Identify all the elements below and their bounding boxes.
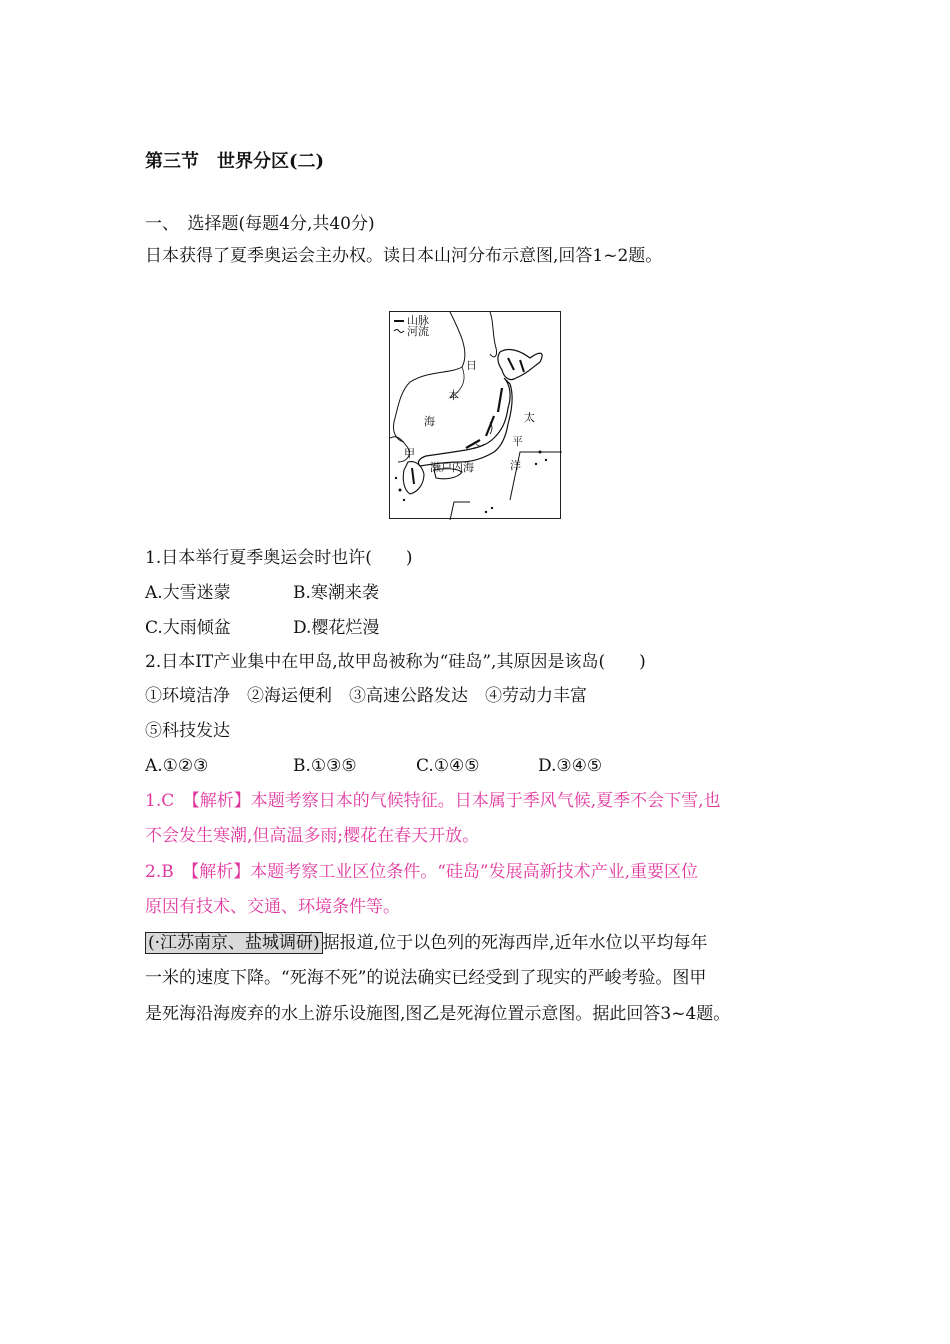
map-label-hai: 海: [424, 415, 435, 428]
section-title: 第三节 世界分区(二): [145, 151, 325, 172]
q1-option-a: A.大雪迷蒙: [145, 583, 231, 603]
q2-option-b: B.①③⑤: [293, 756, 357, 776]
map-label-ping: 平: [512, 435, 523, 448]
answer-2-line1: 2.B 【解析】本题考察工业区位条件。“硅岛”发展高新技术产业,重要区位: [145, 862, 698, 882]
part-heading: 一、 选择题(每题4分,共40分): [145, 214, 375, 234]
q2-option-c: C.①④⑤: [416, 756, 480, 776]
legend-river-label: 河流: [407, 325, 429, 338]
intro-2-text-1: 据报道,位于以色列的死海西岸,近年水位以平均每年: [322, 933, 708, 953]
japan-map-figure: [389, 311, 561, 519]
q1-options-row1: [145, 581, 379, 605]
map-label-seto: 濑户内海: [430, 461, 474, 474]
q2-stem: 2.日本IT产业集中在甲岛,故甲岛被称为“硅岛”,其原因是该岛( ): [145, 652, 646, 672]
map-label-jia: 甲: [404, 447, 415, 460]
intro-1: 日本获得了夏季奥运会主办权。读日本山河分布示意图,回答1~2题。: [145, 246, 663, 266]
source-tag: (·江苏南京、盐城调研): [145, 932, 323, 954]
q2-items-1: ①环境洁净 ②海运便利 ③高速公路发达 ④劳动力丰富: [145, 686, 587, 706]
intro-2-line1: [145, 931, 707, 955]
q2-option-a: A.①②③: [145, 756, 209, 776]
q1-option-b: B.寒潮来袭: [293, 583, 379, 603]
map-label-ri: 日: [466, 359, 477, 372]
intro-2-line3: 是死海沿海废弃的水上游乐设施图,图乙是死海位置示意图。据此回答3~4题。: [145, 1004, 731, 1024]
q1-option-d: D.樱花烂漫: [293, 618, 380, 638]
intro-2-line2: 一米的速度下降。“死海不死”的说法确实已经受到了现实的严峻考验。图甲: [145, 968, 707, 988]
legend-mountain-label: 山脉: [407, 314, 429, 327]
japan-map-drawing: [390, 312, 562, 520]
map-label-ben: 本: [448, 389, 459, 402]
answer-1-line1: 1.C 【解析】本题考察日本的气候特征。日本属于季风气候,夏季不会下雪,也: [145, 791, 721, 811]
q1-stem: 1.日本举行夏季奥运会时也许( ): [145, 548, 413, 568]
map-label-yang: 洋: [510, 459, 521, 472]
q1-option-c: C.大雨倾盆: [145, 618, 231, 638]
answer-2-line2: 原因有技术、交通、环境条件等。: [145, 897, 400, 917]
answer-1-line2: 不会发生寒潮,但高温多雨;樱花在春天开放。: [145, 826, 480, 846]
q1-options-row2: [145, 616, 379, 640]
q2-option-d: D.③④⑤: [538, 756, 603, 776]
q2-options: [145, 754, 602, 778]
q2-items-2: ⑤科技发达: [145, 721, 230, 741]
map-label-tai: 太: [524, 411, 535, 424]
